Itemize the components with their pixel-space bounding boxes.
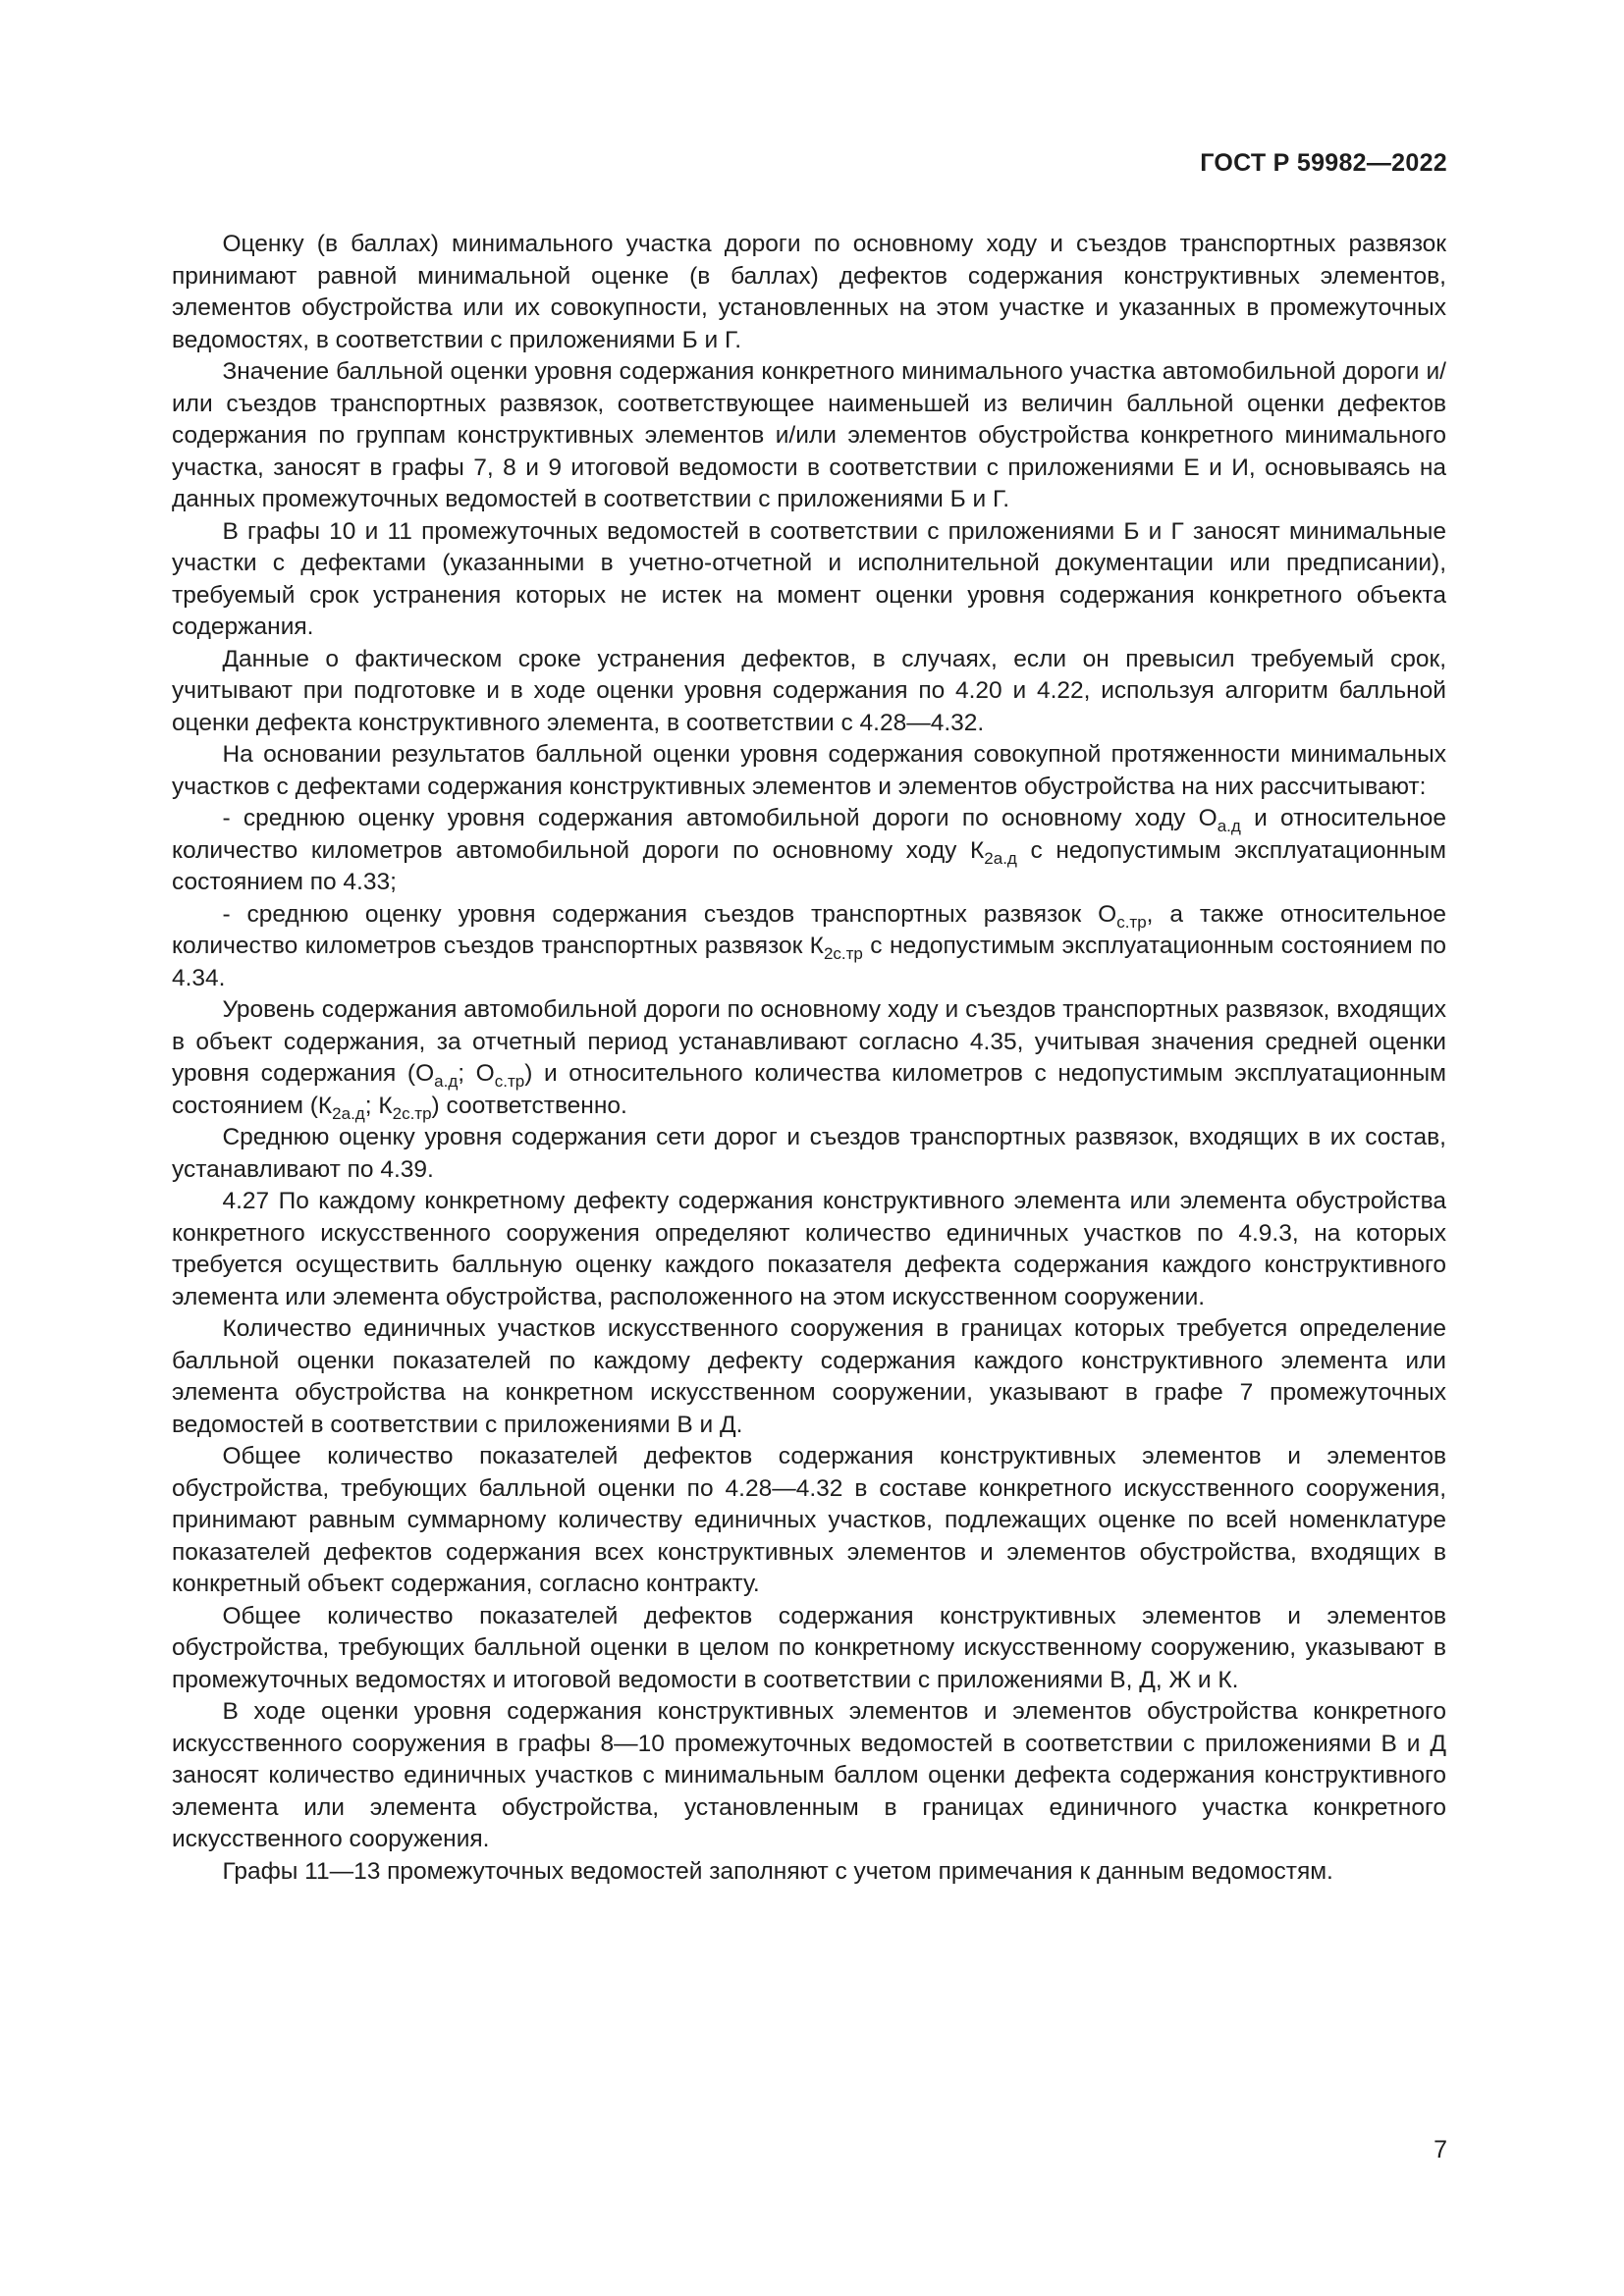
subscript-index: с.тр bbox=[494, 1071, 525, 1091]
subscript-index: а.д bbox=[1217, 816, 1241, 835]
paragraph: Общее количество показателей дефектов содержания конструктивных элементов и элементов обустройства, требующих балльной оценки по 4.28—4.32 в составе конкретного искусственного сооружения, принимают равным суммарному количеству единичных участков, подлежащих оценке по всей номенклатуре показателей дефектов содержания всех конструктивных элементов и элементов обустройства, входящих в конкретный объект содержания, согласно контракту. bbox=[172, 1443, 1446, 1597]
paragraph: Значение балльной оценки уровня содержания конкретного минимального участка автомобильной дороги и/или съездов транспортных развязок, соответствующее наименьшей из величин балльной оценки дефектов содержания по группам конструктивных элементов и/или элементов обустройства конкретного минимального участка, заносят в графы 7, 8 и 9 итоговой ведомости в соответствии с приложениями Е и И, основываясь на данных промежуточных ведомостей в соответствии с приложениями Б и Г. bbox=[172, 358, 1446, 512]
paragraph-list-item bbox=[172, 899, 1446, 995]
text-run: ) соответственно. bbox=[431, 1092, 627, 1119]
subscript-index: а.д bbox=[434, 1071, 459, 1091]
text-run: - среднюю оценку уровня содержания автомобильной дороги по основному ходу О bbox=[222, 805, 1218, 831]
paragraph: На основании результатов балльной оценки уровня содержания совокупной протяженности минимальных участков с дефектами содержания конструктивных элементов и элементов обустройства на них рассчитывают: bbox=[172, 741, 1446, 800]
paragraph-list-item bbox=[172, 803, 1446, 899]
paragraph: Данные о фактическом сроке устранения дефектов, в случаях, если он превысил требуемый срок, учитывают при подготовке и в ходе оценки уровня содержания по 4.20 и 4.22, используя алгоритм балльной оценки дефекта конструктивного элемента, в соответствии с 4.28—4.32. bbox=[172, 645, 1446, 736]
text-run: ; К bbox=[364, 1092, 393, 1119]
clause-paragraph: 4.27 По каждому конкретному дефекту содержания конструктивного элемента или элемента обустройства конкретного искусственного сооружения определяют количество единичных участков по 4.9.3, на которых требуется осуществить балльную оценку каждого показателя дефекта содержания каждого конструктивного элемента или элемента обустройства, расположенного на этом искусственном сооружении. bbox=[172, 1188, 1446, 1310]
paragraph: В графы 10 и 11 промежуточных ведомостей в соответствии с приложениями Б и Г заносят минимальные участки с дефектами (указанными в учетно-отчетной и исполнительной документации или предписании), требуемый срок устранения которых не истек на момент оценки уровня содержания конкретного объекта содержания. bbox=[172, 517, 1446, 640]
text-run: - среднюю оценку уровня содержания съездов транспортных развязок О bbox=[222, 900, 1117, 928]
paragraph bbox=[172, 994, 1446, 1122]
subscript-index: 2с.тр bbox=[392, 1103, 432, 1123]
text-run: с недопустимым эксплуатационным состоянием по 4.34. bbox=[172, 933, 1446, 991]
text-run: с недопустимым эксплуатационным состоянием по 4.33; bbox=[172, 836, 1446, 895]
paragraph: В ходе оценки уровня содержания конструктивных элементов и элементов обустройства конкретного искусственного сооружения в графы 8—10 промежуточных ведомостей в соответствии с приложениями В и Д заносят количество единичных участков с минимальным баллом оценки дефекта содержания конструктивного элемента или элемента обустройства, установленным в границах единичного участка конкретного искусственного сооружения. bbox=[172, 1698, 1446, 1852]
text-run: Уровень содержания автомобильной дороги по основному ходу и съездов транспортных развязок, входящих в объект содержания, за отчетный период устанавливают согласно 4.35, учитывая значения средней оценки уровня содержания (О bbox=[172, 996, 1446, 1087]
paragraph: Количество единичных участков искусственного сооружения в границах которых требуется определение балльной оценки показателей по каждому дефекту содержания каждого конструктивного элемента или элемента обустройства на конкретном искусственном сооружении, указывают в графе 7 промежуточных ведомостей в соответствии с приложениями В и Д. bbox=[172, 1315, 1446, 1438]
paragraph: Общее количество показателей дефектов содержания конструктивных элементов и элементов обустройства, требующих балльной оценки в целом по конкретному искусственному сооружению, указывают в промежуточных ведомостях и итоговой ведомости в соответствии с приложениями В, Д, Ж и К. bbox=[172, 1602, 1446, 1693]
subscript-index: 2а.д bbox=[984, 848, 1017, 868]
paragraph: Графы 11—13 промежуточных ведомостей заполняют с учетом примечания к данным ведомостям. bbox=[222, 1857, 1333, 1885]
text-run: ) и относительного количества километров с недопустимым эксплуатационным состоянием (К bbox=[172, 1060, 1447, 1119]
paragraph: Оценку (в баллах) минимального участка дороги по основному ходу и съездов транспортных развязок принимают равной минимальной оценке (в баллах) дефектов содержания конструктивных элементов, элементов обустройства или их совокупности, установленных на этом участке и указанных в промежуточных ведомостях, в соответствии с приложениями Б и Г. bbox=[172, 231, 1446, 353]
subscript-index: 2с.тр bbox=[823, 943, 863, 963]
subscript-index: 2а.д bbox=[332, 1103, 365, 1123]
document-designation: ГОСТ Р 59982—2022 bbox=[1200, 149, 1447, 177]
text-run: и относительное количество километров автомобильной дороги по основному ходу К bbox=[172, 805, 1446, 864]
paragraph: Среднюю оценку уровня содержания сети дорог и съездов транспортных развязок, входящих в их состав, устанавливают по 4.39. bbox=[172, 1124, 1446, 1183]
body-text bbox=[172, 229, 1446, 1888]
text-run: , а также относительное количество километров съездов транспортных развязок К bbox=[172, 900, 1446, 959]
text-run: ; О bbox=[458, 1060, 495, 1087]
page-number: 7 bbox=[1434, 2136, 1447, 2163]
subscript-index: с.тр bbox=[1116, 912, 1147, 932]
